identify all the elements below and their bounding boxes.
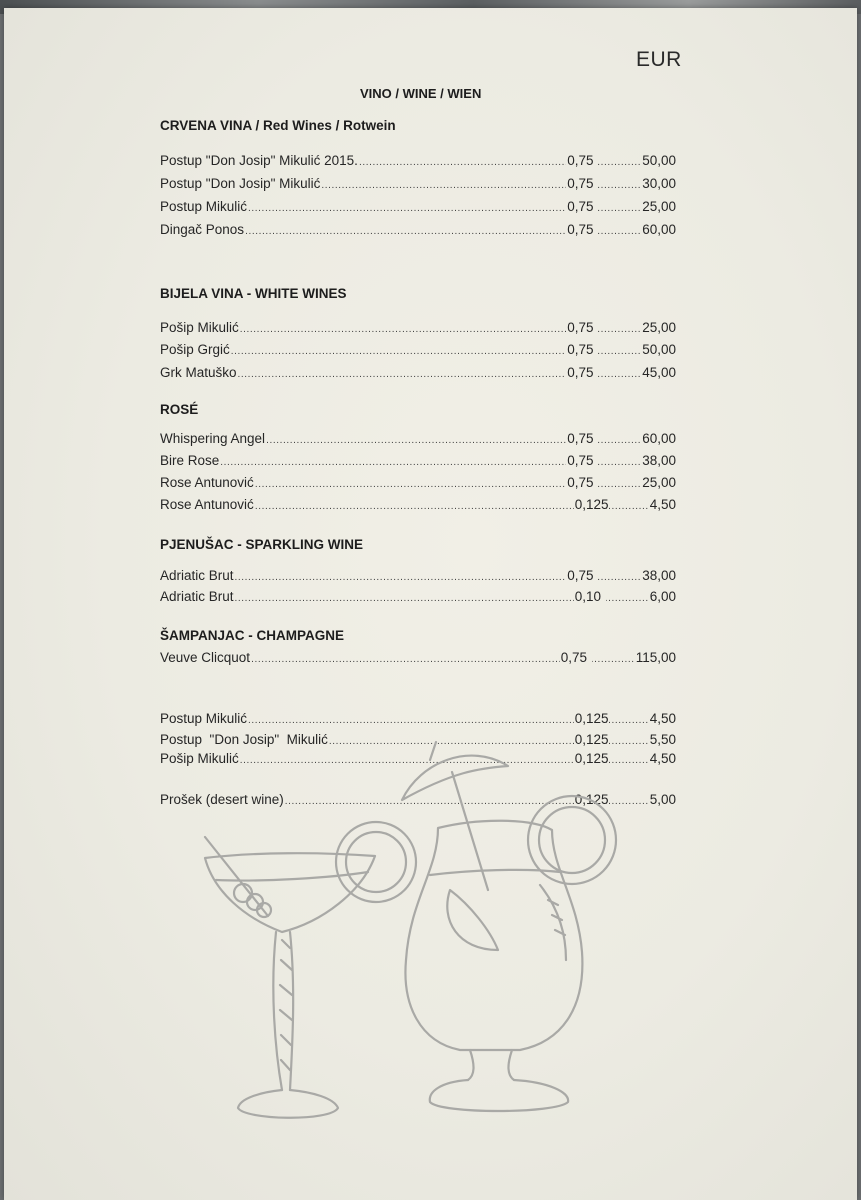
wine-volume: 0,75: [560, 650, 587, 665]
wine-volume: 0,75: [567, 153, 594, 168]
wine-price: 50,00: [642, 153, 676, 168]
wine-price: 5,00: [649, 792, 676, 807]
wine-volume: 0,75: [567, 342, 594, 357]
wine-name: Prošek (desert wine): [160, 792, 284, 807]
wine-name: Rose Antunović: [160, 475, 254, 490]
section-heading-white-wines: BIJELA VINA - WHITE WINES: [160, 286, 347, 301]
wine-name: Pošip Grgić: [160, 342, 230, 357]
menu-title: VINO / WINE / WIEN: [360, 86, 482, 101]
section-heading-champagne: ŠAMPANJAC - CHAMPAGNE: [160, 628, 345, 643]
wine-volume: 0,125: [574, 711, 609, 726]
section-heading-sparkling: PJENUŠAC - SPARKLING WINE: [160, 537, 364, 552]
wine-volume: 0,75: [567, 475, 594, 490]
umbrella-icon: [402, 742, 508, 890]
wine-price: 30,00: [642, 176, 676, 191]
wine-price: 50,00: [642, 342, 676, 357]
section-heading-rose: ROSÉ: [160, 402, 199, 417]
wine-volume: 0,75: [567, 176, 594, 191]
wine-price: 6,00: [649, 589, 676, 604]
wine-price: 60,00: [642, 222, 676, 237]
lemon-slice-icon: [447, 796, 616, 950]
wine-name: Postup Mikulić: [160, 711, 248, 726]
wine-name: Dingač Ponos: [160, 222, 245, 237]
wine-price: 4,50: [649, 711, 676, 726]
wine-volume: 0,75: [567, 365, 594, 380]
wine-volume: 0,75: [567, 431, 594, 446]
wine-name: Pošip Mikulić: [160, 320, 239, 335]
wine-price: 45,00: [642, 365, 676, 380]
wine-volume: 0,125: [574, 732, 609, 747]
wine-name: Adriatic Brut: [160, 568, 234, 583]
wine-name: Postup "Don Josip" Mikulić: [160, 176, 321, 191]
cocktail-glass-icon: [405, 821, 582, 1111]
wine-price: 115,00: [635, 650, 676, 665]
wine-price: 60,00: [642, 431, 676, 446]
lemon-slice-icon: [336, 822, 416, 902]
wine-volume: 0,75: [567, 222, 594, 237]
wine-name: Postup "Don Josip" Mikulić 2015.: [160, 153, 358, 168]
currency-label: EUR: [636, 48, 682, 71]
wine-price: 5,50: [649, 732, 676, 747]
wine-price: 38,00: [642, 453, 676, 468]
wine-price: 25,00: [642, 199, 676, 214]
section-heading-red-wines: CRVENA VINA / Red Wines / Rotwein: [160, 118, 396, 133]
wine-name: Postup Mikulić: [160, 199, 248, 214]
wine-price: 38,00: [642, 568, 676, 583]
wine-name: Grk Matuško: [160, 365, 237, 380]
wine-price: 4,50: [649, 751, 676, 766]
wine-price: 25,00: [642, 475, 676, 490]
wine-volume: 0,125: [574, 751, 609, 766]
wine-volume: 0,10: [574, 589, 601, 604]
wine-volume: 0,75: [567, 453, 594, 468]
wine-price: 4,50: [649, 497, 676, 512]
wine-volume: 0,75: [567, 320, 594, 335]
wine-price: 25,00: [642, 320, 676, 335]
wine-name: Postup "Don Josip" Mikulić: [160, 732, 328, 747]
wine-name: Veuve Clicquot: [160, 650, 251, 665]
wine-volume: 0,125: [574, 497, 609, 512]
wine-name: Whispering Angel: [160, 431, 266, 446]
wine-volume: 0,125: [574, 792, 609, 807]
wine-name: Rose Antunović: [160, 497, 254, 512]
wine-name: Bire Rose: [160, 453, 220, 468]
martini-glass-icon: [205, 837, 375, 1118]
wine-volume: 0,75: [567, 199, 594, 214]
wine-name: Pošip Mikulić: [160, 751, 239, 766]
wine-volume: 0,75: [567, 568, 594, 583]
wine-name: Adriatic Brut: [160, 589, 234, 604]
